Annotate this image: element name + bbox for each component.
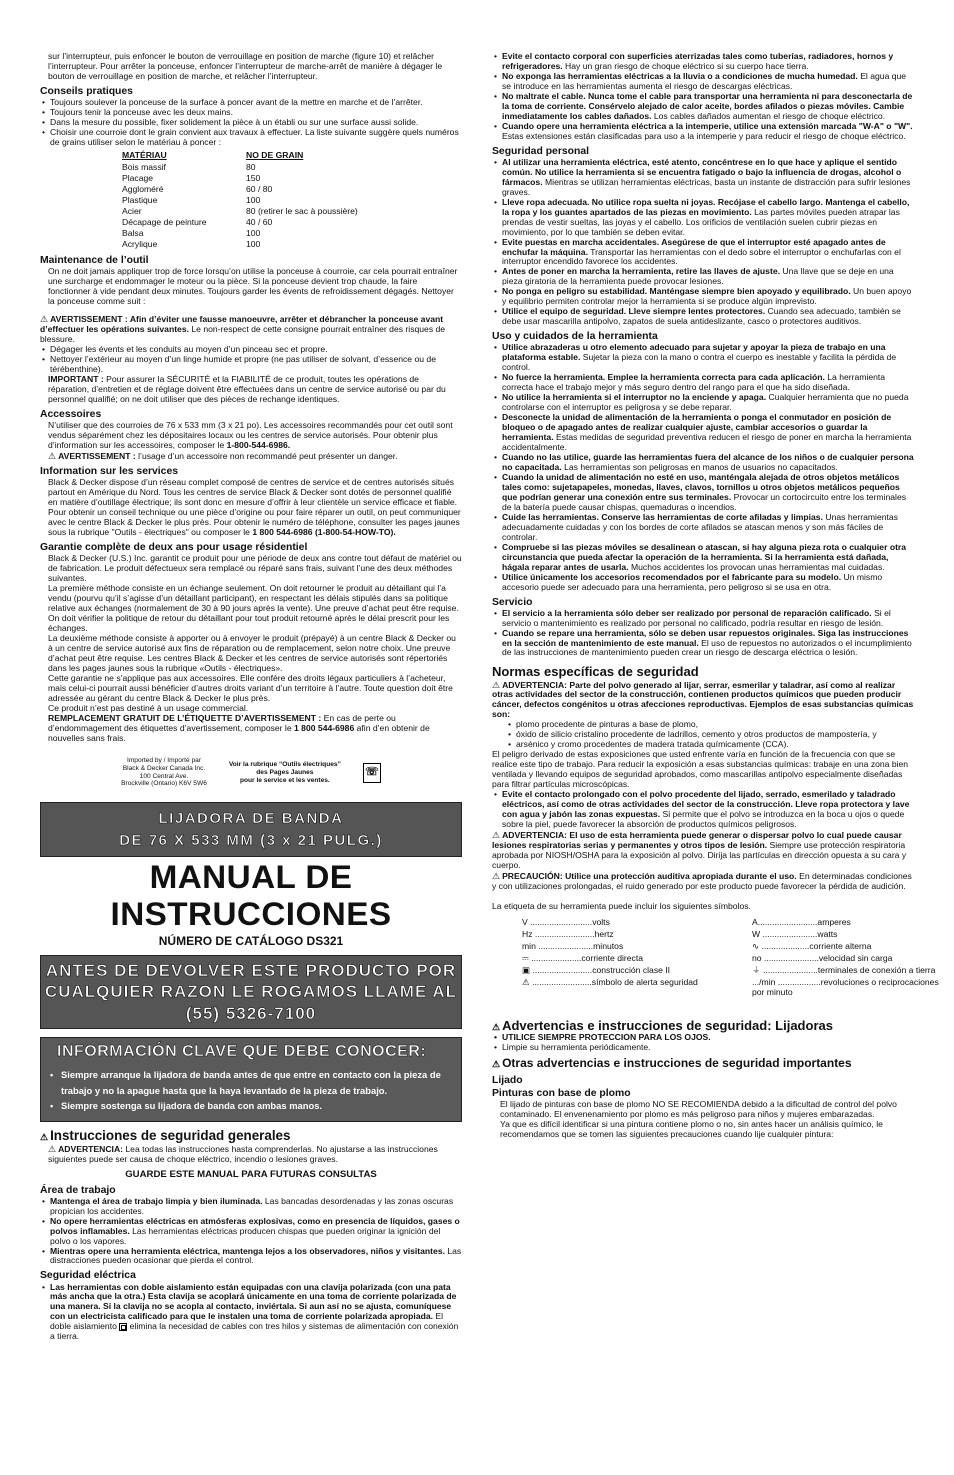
service-heading: Servicio: [492, 596, 533, 608]
warning-icon: ⚠: [40, 1132, 49, 1142]
dust-warning: [492, 680, 916, 721]
other-warnings-title: Otras advertencias e instrucciones de seguridad importantes: [502, 1055, 852, 1070]
item-text: Las bancadas desordenadas y las zonas oscuras propician los accidentes.: [50, 1195, 454, 1216]
item-bold: Cuando la unidad de alimentación no esté en uso, manténgala alejada de otros objetos metálicos tales como: sujetapapeles, monedas, llaves, clavos, tornillos u otros objetos metálicos pequeños que podrían generar una conexión entre sus terminales.: [502, 471, 900, 502]
table-cell: Acrylique: [122, 238, 158, 249]
item-bold: Lleve ropa adecuada. No utilice ropa suelta ni joyas. Recójase el cabello largo. Mantenga el cabello, la ropa y los guantes apartados de las piezas en movimiento.: [502, 196, 910, 217]
table-row: [122, 185, 364, 196]
warning-icon: ⚠: [48, 1143, 57, 1154]
info-phone: 1 800 544-6986 (1-800-54-HOW-TO).: [252, 527, 396, 538]
item-text: Sujetar la pieza con la mano o contra el cuerpo es inestable y facilita la pérdida de control.: [502, 352, 897, 373]
item-text: El agua que se introduce en las herramientas aumenta el riesgo de descargas eléctricas.: [502, 70, 907, 91]
warning-icon: ⚠: [492, 1058, 501, 1069]
hearing-bold: PRECAUCIÓN: Utilice una protección auditiva apropiada durante el uso.: [502, 870, 797, 881]
product-title-line2: DE 76 X 533 MM (3 x 21 PULG.): [119, 831, 383, 849]
service-list: [492, 609, 916, 659]
maintenance-warning: [40, 314, 462, 345]
tool-use-list: [492, 343, 916, 592]
item-bold: Antes de poner en marcha la herramienta, retire las llaves de ajuste.: [502, 266, 780, 277]
item-text: Las herramientas eléctricas producen chispas que pueden originar la ignición del polvo o los vapores.: [50, 1225, 441, 1246]
dust-warning-bold: ADVERTENCIA: Parte del polvo generado al lijar, serrar, esmerilar y taladrar, así como al realizar otras actividades del sector de la construcción, contienen productos químicos que pueden producir cáncer, defectos congénitos u otras afecciones reproductivas. Ejemplos de esas substancias químicas son:: [492, 679, 914, 720]
info-text: [40, 478, 462, 538]
list-item: [492, 629, 916, 659]
table-row: [122, 229, 364, 240]
table-cell: Acier: [122, 205, 142, 216]
sander-list: [492, 1033, 916, 1053]
table-cell: Plastique: [122, 194, 158, 205]
warning-bold: AVERTISSEMENT : Afin d’éviter une fausse manoeuvre, arrêter et débrancher la ponceuse avant d’effectuer les opérations suivantes.: [40, 314, 444, 335]
symbols-intro: La etiqueta de su herramienta puede incluir los siguientes símbolos.: [492, 900, 751, 911]
important-bold: IMPORTANT :: [48, 374, 104, 385]
item-bold: No ponga en peligro su estabilidad. Manténgase siempre bien apoyado y equilibrado.: [502, 286, 851, 297]
list-item: [40, 1283, 462, 1343]
symbol-entry: ⏚ .......................terminales de conexión a tierra: [752, 964, 936, 975]
manual-title: MANUAL DE INSTRUCCIONES: [110, 858, 392, 932]
item-text: Si el servicio o mantenimiento es realizado por personal no calificado, podría resultar en riesgo de lesión.: [502, 607, 891, 628]
list-item: [40, 1197, 462, 1217]
exposure-text: El peligro derivado de estas exposiciones que usted enfrente varía en función de la frecuencia con que se realice este tipo de trabajo. Para reducir la exposición a esas substancias químicas: trabaje en una zona bien ventilada y llevando equipos de seguridad aprobados, como mascarillas antipolvo especialmente diseñadas para filtrar partículas microscópicas.: [492, 749, 909, 790]
warning-icon: ⚠: [492, 679, 501, 690]
symbol-entry: .../min ..................revoluciones o reciprocaciones por minuto: [752, 976, 939, 997]
lead-paint-p2: Ya que es difícil identificar si una pintura contiene plomo o no, sin antes hacer un análisis químico, le recomendamos que se tomen las siguientes precauciones cuando lije cualquier pintura:: [500, 1118, 883, 1139]
yellow-pages-icon: ☏: [363, 763, 381, 783]
item-bold: No fuerce la herramienta. Emplee la herramienta correcta para cada aplicación.: [502, 372, 825, 383]
item-text: La herramienta correcta hace el trabajo mejor y más seguro dentro del rango para el que ha sido diseñada.: [502, 372, 886, 393]
list-item: [492, 307, 916, 327]
list-item: [492, 343, 916, 373]
item-bold: Evite el contacto corporal con superficies aterrizadas tales como tuberías, radiadores, hornos y refrigeradores.: [502, 51, 894, 71]
symbols-table: [522, 916, 939, 998]
general-safety-title: Instrucciones de seguridad generales: [50, 1128, 291, 1143]
item-bold: Cuando se repare una herramienta, sólo se deben usar repuestos originales. Siga las instrucciones en la sección de mantenimiento de este manual.: [502, 627, 909, 648]
list-item: [40, 1247, 462, 1267]
item-bold: No utilice la herramienta si el interruptor no la enciende y apaga.: [502, 392, 767, 403]
garantie-p4: Cette garantie ne s’applique pas aux accessoires. Elle confère des droits légaux particuliers à l’acheteur, mais celui-ci pourrait aussi bénéficier d’autres droits variant d’un territoire à l’autre. Toute question doit être adressée au gérant du centre Black & Decker le plus près.: [48, 672, 453, 703]
table-cell: 80 (retirer le sac à poussière): [246, 205, 358, 216]
list-item: [492, 790, 916, 830]
item-bold: No opere herramientas eléctricas en atmósferas explosivas, como en presencia de líquidos, gases o polvos inflamables.: [50, 1215, 460, 1236]
symbol-entry: ⎓ .....................corriente directa: [522, 952, 644, 963]
list-item: • Choisir une courroie dont le grain convient aux travaux à effectuer. La liste suivante suggère quels numéros de grains utiliser selon le matériau à poncer :: [40, 128, 462, 148]
return-notice-band: [40, 955, 462, 1029]
item-text: Los cables dañados aumentan el riesgo de choque eléctrico.: [651, 110, 886, 121]
item-text: Mientras se utilizan herramientas eléctricas, basta un instante de distracción para sufrir lesiones graves.: [502, 176, 911, 197]
specific-rules-heading: Normas específicas de seguridad: [492, 664, 699, 680]
symbol-entry: ∿ ....................corriente alterna: [752, 940, 872, 951]
catalog-number: NÚMERO DE CATÁLOGO DS321: [158, 933, 344, 948]
symbol-entry: min .......................minutos: [522, 940, 624, 951]
warning-icon: ⚠: [492, 1021, 501, 1032]
item-text: Estas extensiones están clasificadas para uso a la intemperie y para reducir el riesgo de choque eléctrico.: [502, 130, 906, 141]
item-text: Cualquier herramienta que no pueda controlarse con el interruptor es peligrosa y se debe reparar.: [502, 392, 909, 413]
personal-safety-list: [492, 158, 916, 327]
personal-safety-heading: Seguridad personal: [492, 145, 590, 157]
list-item: • óxido de silicio cristalino procedente de ladrillos, cemento y otros productos de mampostería, y: [506, 730, 916, 740]
list-item: • plomo procedente de pinturas a base de plomo,: [506, 720, 916, 730]
list-item: • UTILICE SIEMPRE PROTECCION PARA LOS OJOS.: [492, 1033, 916, 1043]
grain-header-grain: NO DE GRAIN: [246, 149, 304, 160]
double-insulation-icon: [119, 1323, 127, 1331]
symbol-entry: W .......................watts: [752, 928, 838, 939]
list-item: • arsénico y cromo procedentes de madera tratada químicamente (CCA).: [506, 740, 916, 750]
warning-icon: ⚠: [492, 830, 501, 841]
list-item: [492, 52, 916, 72]
table-cell: 100: [246, 194, 261, 205]
garantie-p2: La première méthode consiste en un échange seulement. On doit retourner le produit au détaillant qui l’a vendu (pourvu qu’il s’agisse d’un détaillant participant), en respectant les délais stipulés dans sa politique relative aux échanges (normalement de 30 à 90 jours après la vente). Une preuve d’achat peut être requise. On doit vérifier la politique de retour du détaillant pour tout produit retourné après le délai prescrit pour les échanges.: [48, 582, 459, 633]
item-bold: El servicio a la herramienta sólo deber ser realizado por personal de reparación calificado.: [502, 607, 872, 618]
intro-text: sur l’interrupteur, puis enfoncer le bouton de verrouillage en position de marche (figure 10) et relâcher l’interrupteur. Pour arrêter la ponceuse, enfoncer l’interrupteur de marche-arrêt de manière à dégager le bouton de verrouillage en position de marche, et relâcher l’interrupteur.: [48, 51, 443, 81]
imprint-row: [40, 757, 462, 788]
accessoires-text: [40, 421, 462, 462]
imprint-line: Imported by / Importé par: [126, 757, 202, 765]
item-text: Transportar las herramientas con el dedo sobre el interruptor o enchufarlas con el interruptor encendido favorece los accidentes.: [502, 246, 901, 267]
garantie-p1: Black & Decker (U.S.) Inc. garantit ce produit pour une période de deux ans contre tout défaut de matériel ou de fabrication. Le produit défectueux sera remplacé ou réparé sans frais, suivant l’une des deux méthodes suivantes.: [48, 553, 462, 583]
symbol-entry: ▣ .........................construcción clase II: [522, 964, 671, 975]
return-notice-line1: ANTES DE DEVOLVER ESTE PRODUCTO POR: [45, 960, 457, 980]
symbol-entry: no .......................velocidad sin carga: [752, 952, 893, 963]
item-bold: Cuando opere una herramienta eléctrica a la intemperie, utilice una extensión marcada "W-A" o "W".: [502, 120, 913, 131]
item-text: elimina la necesidad de cables con tres hilos y sistemas de alimentación con conexión a tierra.: [50, 1321, 459, 1342]
list-item: [492, 267, 916, 287]
table-row: [122, 207, 364, 218]
table-row: [122, 163, 364, 174]
item-bold: Las herramientas con doble aislamiento están equipadas con una clavija polarizada (con una pata más ancha que la otra.) Esta clavija se acoplará únicamente en una toma de corriente polarizada de una manera. Si la clavija no se acopla al contacto, inviértala. Si aun así no se ajusta, comuníquese con un electricista calificado para que le instalen una toma de corriente polarizada apropiada.: [50, 1281, 457, 1322]
product-title-line1: LIJADORA DE BANDA: [158, 810, 344, 828]
importer-address: [121, 757, 207, 788]
hearing-caution: [492, 871, 916, 892]
imprint-line: Brockville (Ontario) K6V 5W6: [121, 780, 207, 788]
symbol-entry: V ..........................volts: [522, 916, 610, 927]
respiratory-text: Siempre use protección respiratoria aprobada por NIOSH/OSHA para la exposición al polvo. Dirija las partículas en dirección opuesta a su cara y cuerpo.: [492, 840, 907, 870]
conseils-list: [40, 98, 462, 148]
table-row: [122, 240, 364, 251]
maintenance-heading: Maintenance de l’outil: [40, 254, 149, 266]
electrical-list: [40, 1283, 462, 1343]
list-item: [492, 609, 916, 629]
area-heading: Área de trabajo: [40, 1184, 116, 1196]
chemicals-list: [492, 720, 916, 750]
symbol-entry: ⚠ .........................símbolo de alerta seguridad: [522, 976, 698, 987]
item-bold: Desconecte la unidad de alimentación de la herramienta o ponga el conmutador en posición de bloqueo o de apagado antes de realizar cualquier ajuste, cambiar accesorios o guardar la herramienta.: [502, 412, 892, 443]
acc-warning-text: l’usage d’un accessoire non recommandé peut présenter un danger.: [135, 451, 398, 462]
symbol-entry: Hz .........................hertz: [522, 928, 614, 939]
warning-icon: ⚠: [492, 870, 501, 881]
remp-body: En cas de perte ou d’endommagement des étiquettes d’avertissement, composer le: [48, 712, 396, 733]
keep-manual-note: GUARDE ESTE MANUAL PARA FUTURAS CONSULTAS: [125, 1169, 377, 1181]
maintenance-list: [40, 345, 462, 375]
table-cell: 40 / 60: [246, 216, 273, 227]
list-item: • Dans la mesure du possible, fixer solidement la pièce à un établi ou sur une surface aussi solide.: [40, 118, 462, 128]
respiratory-bold: ADVERTENCIA: El uso de esta herramienta puede generar o dispersar polvo lo cual puede causar lesiones respiratorias serias y permanentes y otros tipos de lesión.: [492, 830, 902, 851]
list-item: [492, 122, 916, 142]
garantie-heading: Garantie complète de deux ans pour usage résidentiel: [40, 542, 308, 553]
item-text: Un mismo accesorio puede ser adecuado para una herramienta, pero peligroso si se usa en otra.: [502, 571, 883, 592]
dust-contact-list: [492, 790, 916, 830]
return-notice-line2: CUALQUIER RAZON LE ROGAMOS LLAME AL: [44, 982, 458, 1002]
tool-use-heading: Uso y cuidados de la herramienta: [492, 331, 658, 343]
table-cell: 150: [246, 172, 261, 183]
lead-paint-p1: El lijado de pinturas con base de plomo NO SE RECOMIENDA debido a la dificultad de control del polvo contaminado. El envenenamiento por plomo es más peligroso para niños y mujeres embarazadas.: [500, 1098, 897, 1119]
other-warnings-heading: [492, 1057, 916, 1071]
table-cell: 100: [246, 227, 261, 238]
warning-icon: ⚠: [48, 451, 57, 462]
item-text: El uso de repuestos no autorizados o el incumplimiento de las instrucciones de mantenimiento pueden crear un riesgo de descarga eléctrica o lesión.: [502, 637, 912, 658]
key-info-title: INFORMACIÓN CLAVE QUE DEBE CONOCER:: [57, 1042, 427, 1060]
item-text: Una llave que se deje en una pieza giratoria de la herramienta puede provocar lesiones.: [502, 266, 894, 287]
item-bold: Mientras opere una herramienta eléctrica, mantenga lejos a los observadores, niños y visitantes.: [50, 1245, 445, 1256]
item-text: Las herramientas son peligrosas en manos de usuarios no capacitados.: [561, 461, 838, 472]
item-bold: Utilice el equipo de seguridad. Lleve siempre lentes protectores.: [502, 306, 766, 317]
grain-header-material: MATÉRIAU: [122, 149, 167, 160]
rubrique-line: pour le service et les ventes.: [239, 776, 330, 784]
rubrique-line: Voir la rubrique “Outils électriques”: [228, 761, 341, 769]
list-item: [492, 287, 916, 307]
item-text: Hay un gran riesgo de choque eléctrico si su cuerpo hace tierra.: [562, 60, 809, 71]
grain-table: [122, 151, 364, 251]
list-item: [492, 453, 916, 473]
list-item: [492, 373, 916, 393]
respiratory-warning: [492, 830, 916, 871]
garantie-body: [40, 554, 462, 743]
list-item: [492, 413, 916, 453]
item-bold: Evite el contacto prolongado con el polvo procedente del lijado, serrado, esmerilado y taladrado eléctricos, así como de otras actividades del sector de la construcción. Lleve ropa protectora y lave con agua y jabón las zonas expuestas.: [502, 789, 910, 820]
remp-end: afin d’en obtenir de nouvelles sans frais.: [48, 722, 430, 743]
list-item: [492, 198, 916, 238]
list-item: • Nettoyer l’extérieur au moyen d’un linge humide et propre (ne pas utiliser de solvant, d’essence ou de térébenthine).: [40, 355, 462, 375]
important-text: [40, 375, 462, 405]
table-row: [122, 196, 364, 207]
product-title-band: [40, 802, 462, 857]
list-item: [492, 158, 916, 198]
warning-text: Le non-respect de cette consigne pourrait entraîner des risques de blessure.: [40, 324, 446, 345]
advertencia-bold: ADVERTENCIA:: [58, 1143, 124, 1154]
acc-phone: 1-800-544-6986.: [226, 440, 291, 451]
general-safety-warning: [40, 1144, 462, 1165]
table-cell: Placage: [122, 172, 154, 183]
item-bold: No exponga las herramientas eléctricas a la lluvia o a condiciones de mucha humedad.: [502, 70, 858, 81]
table-cell: Décapage de peinture: [122, 216, 207, 227]
item-bold: Compruebe si las piezas móviles se desalinean o atascan, si hay alguna pieza rota o cualquier otra circunstancia que pueda afectar la operación de la herramienta. Si la herramienta está dañada, hágala reparar antes de usarla.: [502, 541, 907, 572]
list-item: [492, 543, 916, 573]
hearing-text: En determinadas condiciones y con utilizaciones prolongadas, el ruido generado por este producto puede favorecer la pérdida de audición.: [492, 870, 912, 891]
info-heading: Information sur les services: [40, 466, 179, 478]
item-bold: Evite puestas en marcha accidentales. Asegúrese de que el interruptor esté apagado antes de enchufar la máquina.: [502, 236, 886, 257]
table-row: [122, 218, 364, 229]
key-info-box: [40, 1037, 462, 1122]
item-bold: Al utilizar una herramienta eléctrica, esté atento, concéntrese en lo que hace y aplique el sentido común. No utilice la herramienta si se encuentra fatigado o bajo la influencia de drogas, alcohol o fármacos.: [502, 156, 902, 187]
list-item: • Toujours tenir la ponceuse avec les deux mains.: [40, 108, 462, 118]
item-bold: Cuando no las utilice, guarde las herramientas fuera del alcance de los niños o de cualquier persona no capacitada.: [502, 451, 914, 472]
sander-warnings-heading: [492, 1018, 916, 1033]
list-item: [492, 513, 916, 543]
accessoires-heading: Accessoires: [40, 409, 102, 421]
acc-body: N’utiliser que des courroies de 76 x 533 mm (3 x 21 po). Les accessoires recommandés pour cet outil sont vendus séparément chez les dépositaires locaux ou les centres de service autorisés. Pour obtenir plus d’information sur les accessoires, composer le: [48, 420, 453, 451]
item-bold: No maltrate el cable. Nunca tome el cable para transportar una herramienta ni para desconectarla de la toma de corriente. Consérvelo alejado de calor aceite, bordes afilados o piezas móviles. Cambie inmediatamente los cables dañados.: [502, 90, 913, 121]
item-bold: Mantenga el área de trabajo limpia y bien iluminada.: [50, 1195, 263, 1206]
list-item: • Toujours soulever la ponceuse de la surface à poncer avant de la mettre en marche et de l’arrêter.: [40, 98, 462, 108]
lead-paint-heading: Pinturas con base de plomo: [492, 1087, 631, 1099]
list-item: [40, 1217, 462, 1247]
important-body: Pour assurer la SÉCURITÉ et la FIABILITÉ de ce produit, toutes les opérations de réparation, d’entretien et de réglage doivent être effectuées dans un centre de service autorisé ou par du personnel qualifié; on ne doit utiliser que des pièces de rechange identiques.: [48, 374, 446, 405]
electrical-heading: Seguridad eléctrica: [40, 1270, 136, 1282]
list-item: • Limpie su herramienta periódicamente.: [492, 1043, 916, 1053]
conseils-heading: Conseils pratiques: [40, 85, 133, 97]
table-cell: Balsa: [122, 227, 144, 238]
item-text: Si permite que el polvo se introduzca en la boca u ojos o quede sobre la piel, puede favorecer la absorción de productos químicos peligrosos.: [502, 809, 905, 830]
table-cell: 100: [246, 238, 261, 249]
acc-warning-bold: AVERTISSEMENT :: [58, 451, 136, 462]
sander-warnings-title: Advertencias e instrucciones de seguridad: Lijadoras: [502, 1017, 833, 1033]
table-cell: Aggloméré: [122, 183, 164, 194]
remplacement-text: [48, 714, 462, 744]
yellow-pages-note: [229, 761, 341, 784]
table-cell: 60 / 80: [246, 183, 273, 194]
list-item: [492, 573, 916, 593]
item-text: Unas herramientas adecuadamente cuidadas y con los bordes de corte afilados se atascan menos y son más fáciles de controlar.: [502, 511, 898, 542]
imprint-line: 100 Central Ave.: [139, 772, 189, 780]
info-body: Black & Decker dispose d’un réseau complet composé de centres de service et de centres autorisés situés partout en Amérique du Nord. Tous les centres de service Black & Decker sont dotés de personnel qualifié en matière d’outillage électrique; ils sont donc en mesure d’offrir à leur clientèle un service efficace et fiable. Pour obtenir un conseil technique ou une pièce d’origine ou pour faire réparer un outil, on peut communiquer avec le centre Black & Decker le plus près. Pour obtenir le numéro de téléphone, consulter les pages jaunes sous la rubrique "Outils - électriques" ou composer le: [48, 477, 461, 538]
item-text: Las partes móviles pueden atrapar las prendas de vestir sueltas, las joyas y el cabello. Los orificios de ventilación suelen cubrir piezas en movimiento, por lo que también se deben evitar.: [502, 206, 900, 237]
list-item: • Dégager les évents et les conduits au moyen d’un pinceau sec et propre.: [40, 345, 462, 355]
item-bold: Utilice únicamente los accesorios recomendados por el fabricante para su modelo.: [502, 571, 842, 582]
item-text: Muchos accidentes los provocan unas herramientas mal cuidadas.: [628, 561, 885, 572]
list-item: [492, 238, 916, 268]
remp-phone: 1 800 544-6986: [294, 722, 355, 733]
item-text: Un buen apoyo y equilibrio permiten controlar mejor la herramienta si se produce algún imprevisto.: [502, 286, 912, 307]
item-bold: Utilice abrazaderas u otro elemento adecuado para sujetar y apoyar la pieza de trabajo en una plataforma estable.: [502, 342, 886, 363]
table-cell: Bois massif: [122, 161, 166, 172]
maintenance-text: On ne doit jamais appliquer trop de force lorsqu’on utilise la ponceuse à courroie, car cela pourrait entraîner une surcharge et endommager le moteur ou la pièce. Si la ponceuse devient trop chaude, la faire fonctionner à vide pendant deux minutes. Toujours garder les évents de refroidissement dégagés. Nettoyer la ponceuse comme suit :: [48, 265, 458, 306]
return-notice-phone: (55) 5326-7100: [185, 1004, 317, 1024]
warning-icon: ⚠: [40, 314, 49, 325]
item-text: Estas medidas de seguridad preventiva reducen el riesgo de poner en marcha la herramienta accidentalmente.: [502, 432, 912, 452]
rubrique-line: des Pages Jaunes: [256, 768, 314, 776]
item-bold: Cuide las herramientas. Conserve las herramientas de corte afiladas y limpias.: [502, 511, 823, 522]
left-column: [40, 52, 462, 1342]
garantie-p5: Ce produit n’est pas destiné à un usage commercial.: [48, 702, 249, 713]
list-item: [492, 72, 916, 92]
area-list: [40, 1197, 462, 1267]
item-text: El doble aislamiento: [50, 1311, 444, 1332]
key-info-item: • Siempre arranque la lijadora de banda antes de que entre en contacto con la pieza de trabajo y no la apague hasta que la haya levantado de la pieza de trabajo.: [47, 1067, 455, 1098]
table-cell: 80: [246, 161, 256, 172]
remp-bold: REMPLACEMENT GRATUIT DE L’ÉTIQUETTE D’AVERTISSEMENT :: [48, 712, 322, 723]
item-text: Las distracciones pueden ocasionar que pierda el control.: [50, 1245, 462, 1266]
sanding-heading: Lijado: [492, 1074, 523, 1086]
symbol-entry: A.........................amperes: [752, 916, 851, 927]
item-text: Cuando sea adecuado, también se debe usar mascarilla antipolvo, zapatos de suela antideslizante, casco o protectores auditivos.: [502, 306, 901, 327]
right-column: [492, 51, 939, 1140]
list-item: [492, 92, 916, 122]
imprint-line: Black & Decker Canada Inc.: [122, 765, 206, 773]
electrical-list-continued: [492, 52, 916, 142]
garantie-p3: La deuxième méthode consiste à apporter ou à envoyer le produit (prépayé) à un centre Black & Decker ou à un centre de service autorisé aux fins de réparation ou de remplacement, selon notre choix. Une preuve d’achat peut être requise. Les centres Black & Decker et les centres de service autorisés sont répertoriés dans les pages jaunes sous la rubrique «Outils - électriques».: [48, 632, 456, 673]
list-item: [492, 473, 916, 513]
general-safety-heading: [40, 1128, 462, 1144]
list-item: [492, 393, 916, 413]
advertencia-text: Lea todas las instrucciones hasta comprenderlas. No ajustarse a las instrucciones siguientes puede ser causa de choque eléctrico, incendio o lesiones graves.: [48, 1143, 438, 1164]
key-info-item: • Siempre sostenga su lijadora de banda con ambas manos.: [47, 1098, 455, 1114]
item-text: Provocar un cortocircuito entre los terminales de la batería puede causar chispas, quemaduras o incendios.: [502, 491, 907, 512]
